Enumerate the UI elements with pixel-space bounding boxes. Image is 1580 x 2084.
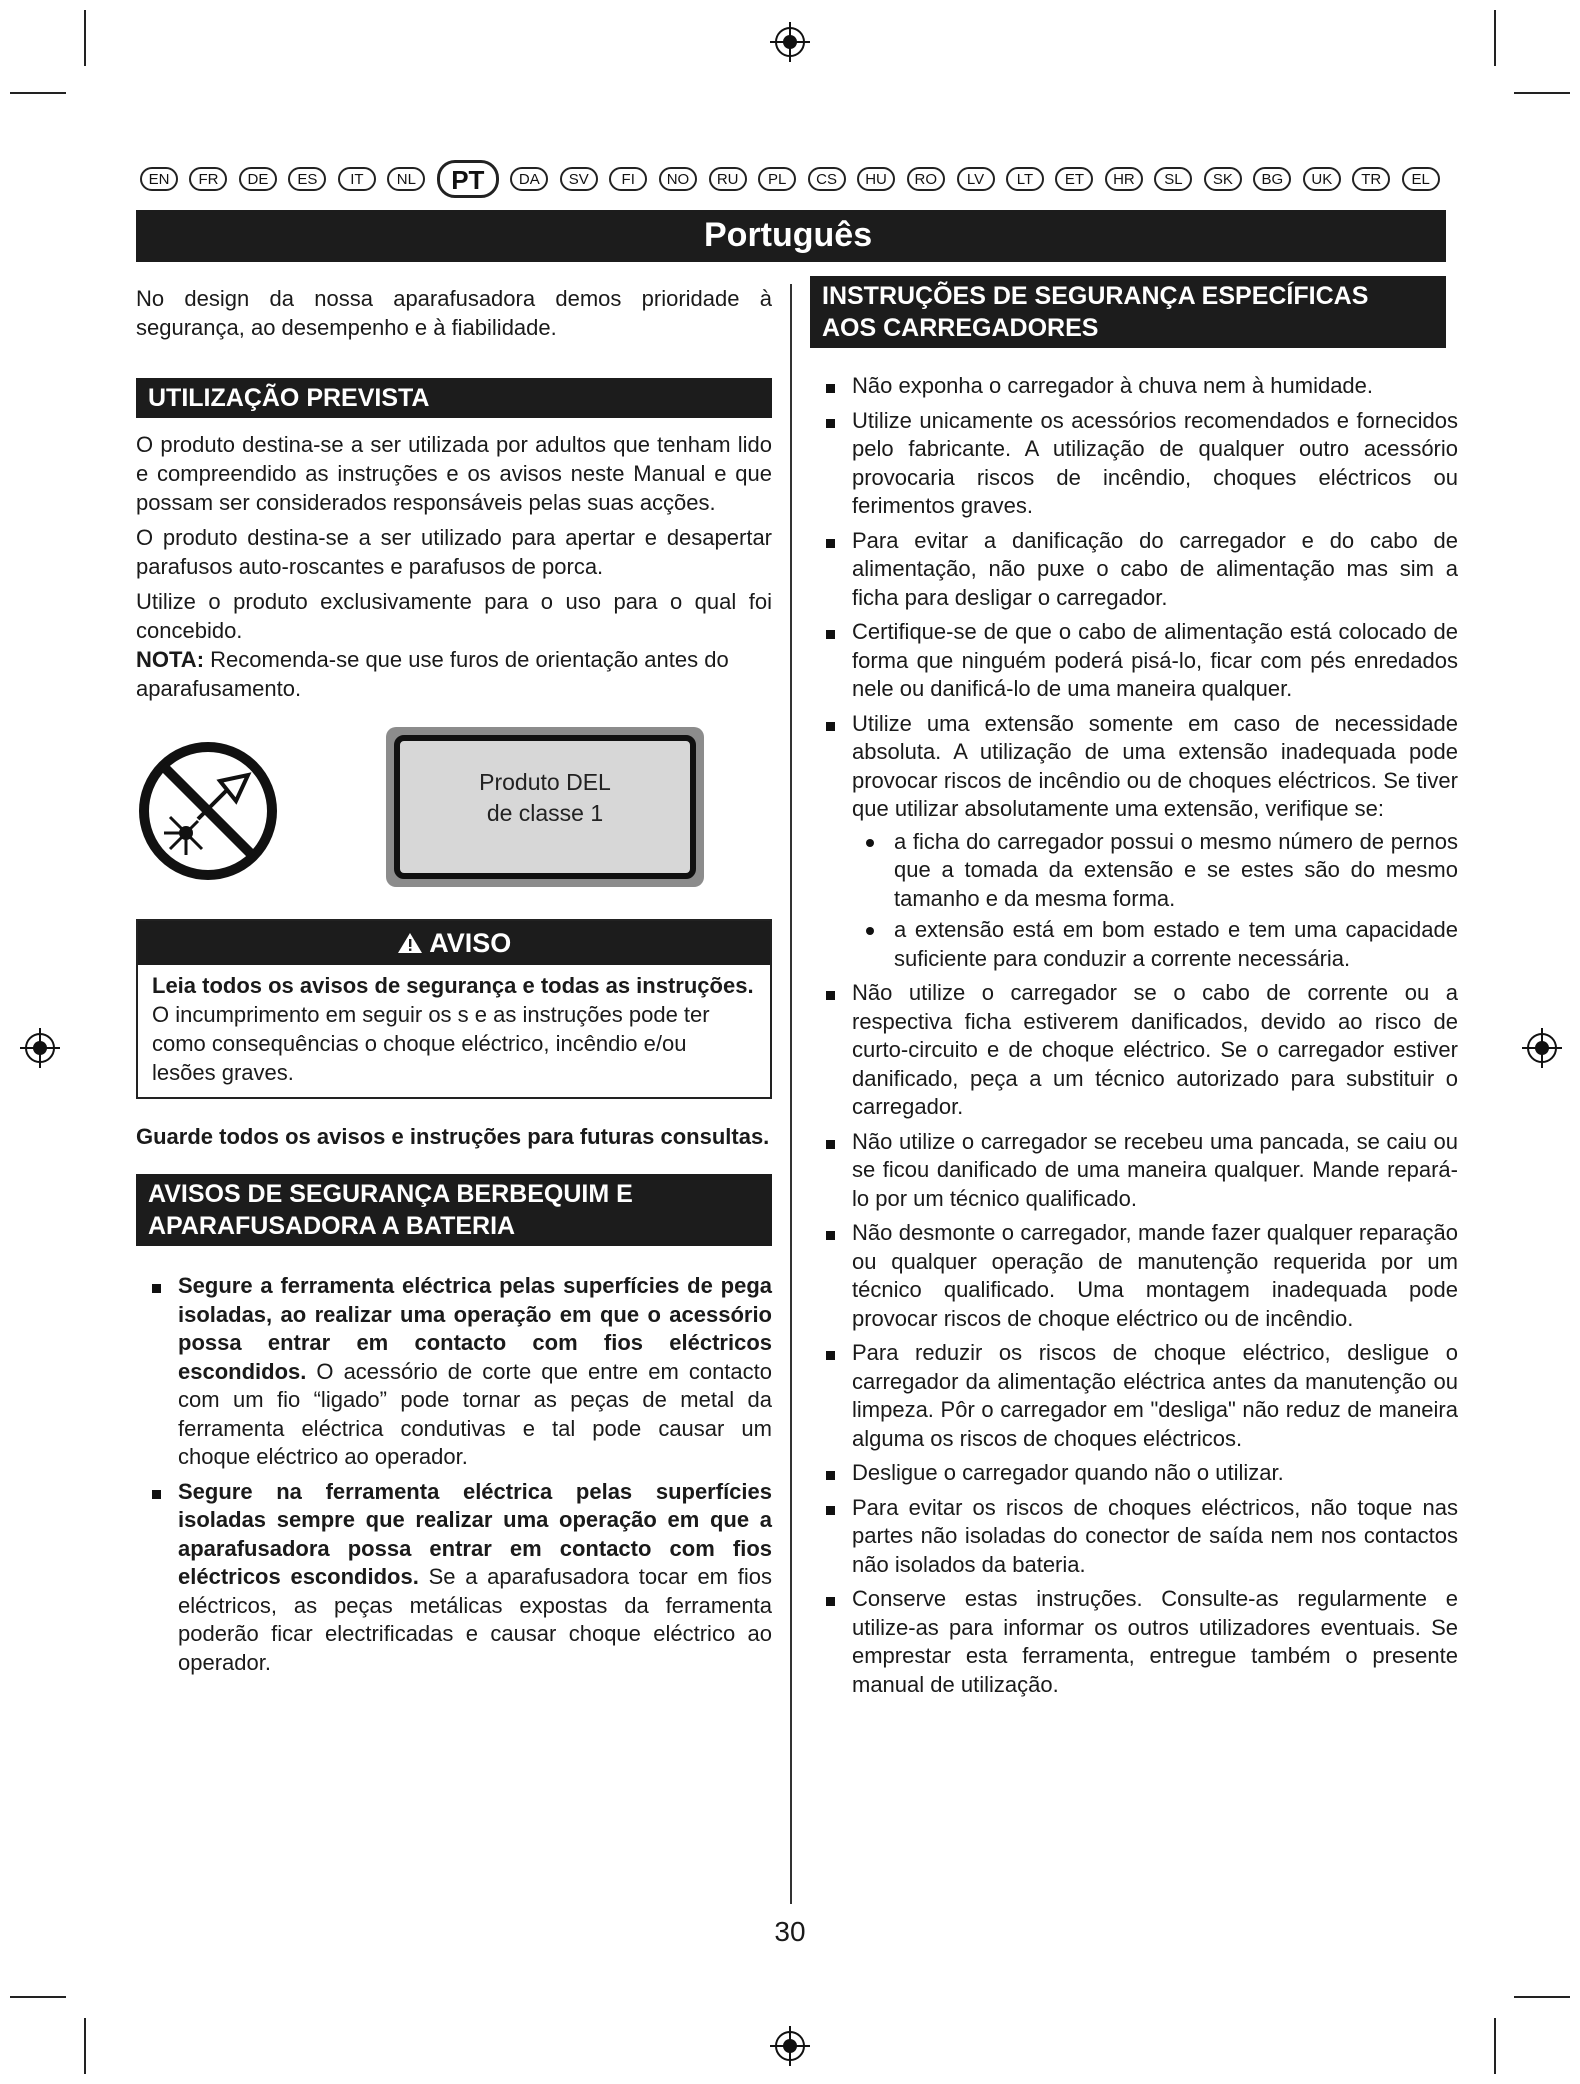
language-tab[interactable]: PL [758, 167, 796, 191]
intended-use-p1: O produto destina-se a ser utilizada por adultos que tenham lido e compreendido as instruções e os avisos neste Manual e que possam ser considerados responsáveis pelas suas acções. [136, 432, 772, 515]
list-item: Não exponha o carregador à chuva nem à humidade. [810, 372, 1458, 401]
crop-mark [1494, 10, 1496, 66]
list-item: Para evitar os riscos de choques eléctricos, não toque nas partes não isoladas do conector de saída nem nos contactos não isolados da bateria. [810, 1494, 1458, 1580]
language-tab[interactable]: FI [609, 167, 647, 191]
list-item: Para evitar a danificação do carregador e do cabo de alimentação, não puxe o cabo de alimentação mas sim a ficha para desligar o carregador. [810, 527, 1458, 613]
language-tab[interactable]: RO [907, 167, 946, 191]
no-laser-icon [136, 739, 280, 883]
list-item [136, 1478, 772, 1678]
sub-list-item: a extensão está em bom estado e tem uma capacidade suficiente para conduzir a corrente necessária. [852, 916, 1458, 973]
charger-safety-heading-line1: INSTRUÇÕES DE SEGURANÇA ESPECÍFICAS [822, 282, 1369, 310]
list-item [810, 710, 1458, 974]
list-item: Não desmonte o carregador, mande fazer qualquer reparação ou qualquer operação de manutenção requerida por um técnico qualificado. Uma montagem inadequada pode provocar riscos de choque eléctrico ou de incêndio. [810, 1219, 1458, 1333]
intro-text: No design da nossa aparafusadora demos prioridade à segurança, ao desempenho e à fiabilidade. [136, 286, 772, 340]
crop-mark [84, 2018, 86, 2074]
drill-safety-heading-line1: AVISOS DE SEGURANÇA BERBEQUIM E [148, 1180, 633, 1208]
list-item: Desligue o carregador quando não o utilizar. [810, 1459, 1458, 1488]
crop-mark [10, 92, 66, 94]
language-tab[interactable]: DE [239, 167, 277, 191]
list-item-bold: Segure na ferramenta eléctrica pelas superfícies isoladas sempre que realizar uma operação em que a aparafusadora possa entrar em contacto com fios eléctricos escondidos. [178, 1478, 772, 1589]
left-column [136, 284, 772, 1683]
language-tab[interactable]: NL [387, 167, 425, 191]
charger-safety-list [810, 372, 1458, 1699]
language-selector [140, 160, 1440, 198]
drill-safety-heading [136, 1174, 772, 1246]
language-tab[interactable]: BG [1253, 167, 1291, 191]
warning-heading [138, 921, 770, 965]
note-text [136, 645, 772, 703]
language-tab[interactable]: HU [857, 167, 895, 191]
language-tab[interactable]: HR [1105, 167, 1143, 191]
language-tab[interactable]: SV [560, 167, 598, 191]
drill-safety-list [136, 1272, 772, 1677]
drill-safety-heading-line2: APARAFUSADORA A BATERIA [148, 1212, 516, 1240]
language-tab-active[interactable]: PT [437, 160, 499, 198]
language-tab[interactable]: SL [1154, 167, 1192, 191]
crop-mark [1494, 2018, 1496, 2074]
list-item: Conserve estas instruções. Consulte-as regularmente e utilize-as para informar os outros utilizadores eventuais. Se emprestar esta ferramenta, entregue também o presente manual de utilização. [810, 1585, 1458, 1699]
crop-mark [84, 10, 86, 66]
keep-instructions-text: Guarde todos os avisos e instruções para futuras consultas. [136, 1124, 770, 1149]
warning-body [138, 965, 770, 1097]
note-body: Recomenda-se que use furos de orientação antes do aparafusamento. [136, 647, 729, 701]
column-divider [790, 284, 792, 1904]
page-number: 30 [774, 1916, 806, 1947]
crop-mark [10, 1996, 66, 1998]
led-class-label [386, 727, 704, 887]
language-tab[interactable]: TR [1352, 167, 1390, 191]
right-column [810, 276, 1458, 1705]
registration-mark-icon [768, 20, 812, 64]
language-tab[interactable]: LT [1006, 167, 1044, 191]
list-item: Para reduzir os riscos de choque eléctrico, desligue o carregador da alimentação eléctrica antes da manutenção ou limpeza. Pôr o carregador em "desliga" não reduz de maneira alguma os riscos de choques eléctricos. [810, 1339, 1458, 1453]
language-tab[interactable]: ET [1055, 167, 1093, 191]
warning-text: O incumprimento em seguir os s e as instruções pode ter como consequências o choque eléctrico, incêndio e/ou lesões graves. [152, 1002, 710, 1085]
list-item [136, 1272, 772, 1472]
language-tab[interactable]: FR [189, 167, 227, 191]
list-item: Não utilize o carregador se o cabo de corrente ou a respectiva ficha estiverem danificados, devido ao risco de curto-circuito e de choque eléctrico. Se o carregador estiver danificado, peça a um técnico autorizado para substituir o carregador. [810, 979, 1458, 1122]
sub-list-item: a ficha do carregador possui o mesmo número de pernos que a tomada da extensão e se estes são do mesmo tamanho e da mesma forma. [852, 828, 1458, 914]
language-tab[interactable]: LV [957, 167, 995, 191]
registration-mark-icon [18, 1026, 62, 1070]
registration-mark-icon [768, 2024, 812, 2068]
language-tab[interactable]: SK [1204, 167, 1242, 191]
note-label: NOTA: [136, 647, 205, 672]
extension-check-list [852, 828, 1458, 974]
language-tab[interactable]: RU [709, 167, 747, 191]
intended-use-heading: UTILIZAÇÃO PREVISTA [136, 378, 772, 418]
list-item-text: O acessório de corte que entre em contacto com um fio “ligado” pode tornar as peças de metal da ferramenta eléctrica condutivas e tal pode causar um choque eléctrico ao operador. [178, 1358, 772, 1469]
safety-images [136, 727, 772, 897]
charger-safety-heading [810, 276, 1446, 348]
language-tab[interactable]: DA [510, 167, 548, 191]
led-label-line1: Produto DEL [479, 769, 611, 795]
list-item-text: Utilize uma extensão somente em caso de necessidade absoluta. A utilização de uma extensão inadequada pode provocar riscos de incêndio ou de choques eléctricos. Se tiver que utilizar absolutamente uma extensão, verifique se: [852, 710, 1458, 821]
language-tab[interactable]: EL [1402, 167, 1440, 191]
page-title: Português [704, 216, 873, 254]
warning-bold-text: Leia todos os avisos de segurança e todas as instruções. [152, 973, 754, 998]
language-tab[interactable]: IT [338, 167, 376, 191]
list-item: Certifique-se de que o cabo de alimentação está colocado de forma que ninguém poderá pisá-lo, ficar com pés enredados nele ou danificá-lo de uma maneira qualquer. [810, 618, 1458, 704]
charger-safety-heading-line2: AOS CARREGADORES [822, 314, 1099, 342]
intended-use-p3: Utilize o produto exclusivamente para o uso para o qual foi concebido. [136, 589, 772, 643]
language-tab[interactable]: EN [140, 167, 178, 191]
language-tab[interactable]: ES [288, 167, 326, 191]
list-item: Utilize unicamente os acessórios recomendados e fornecidos pelo fabricante. A utilização de qualquer outro acessório provocaria riscos de incêndio, choques eléctricos ou ferimentos graves. [810, 407, 1458, 521]
language-tab[interactable]: UK [1303, 167, 1341, 191]
warning-triangle-icon [397, 932, 423, 954]
list-item-text: Se a aparafusadora tocar em fios eléctricos, as peças metálicas expostas da ferramenta poderão ficar electrificadas e causar choque eléctrico ao operador. [178, 1564, 772, 1675]
warning-title: AVISO [429, 928, 512, 958]
crop-mark [1514, 1996, 1570, 1998]
crop-mark [1514, 92, 1570, 94]
led-label-line2: de classe 1 [486, 800, 604, 826]
language-tab[interactable]: CS [808, 167, 846, 191]
list-item: Não utilize o carregador se recebeu uma pancada, se caiu ou se ficou danificado de uma maneira qualquer. Mande repará-lo por um técnico qualificado. [810, 1128, 1458, 1214]
language-tab[interactable]: NO [659, 167, 698, 191]
list-item-bold: Segure a ferramenta eléctrica pelas superfícies de pega isoladas, ao realizar uma operação em que o acessório possa entrar em contacto com fios eléctricos escondidos. [178, 1273, 772, 1384]
warning-box [136, 919, 772, 1099]
registration-mark-icon [1520, 1026, 1564, 1070]
intended-use-p2: O produto destina-se a ser utilizado para apertar e desapertar parafusos auto-roscantes e parafusos de porca. [136, 525, 772, 579]
page-title-bar [136, 210, 1446, 262]
